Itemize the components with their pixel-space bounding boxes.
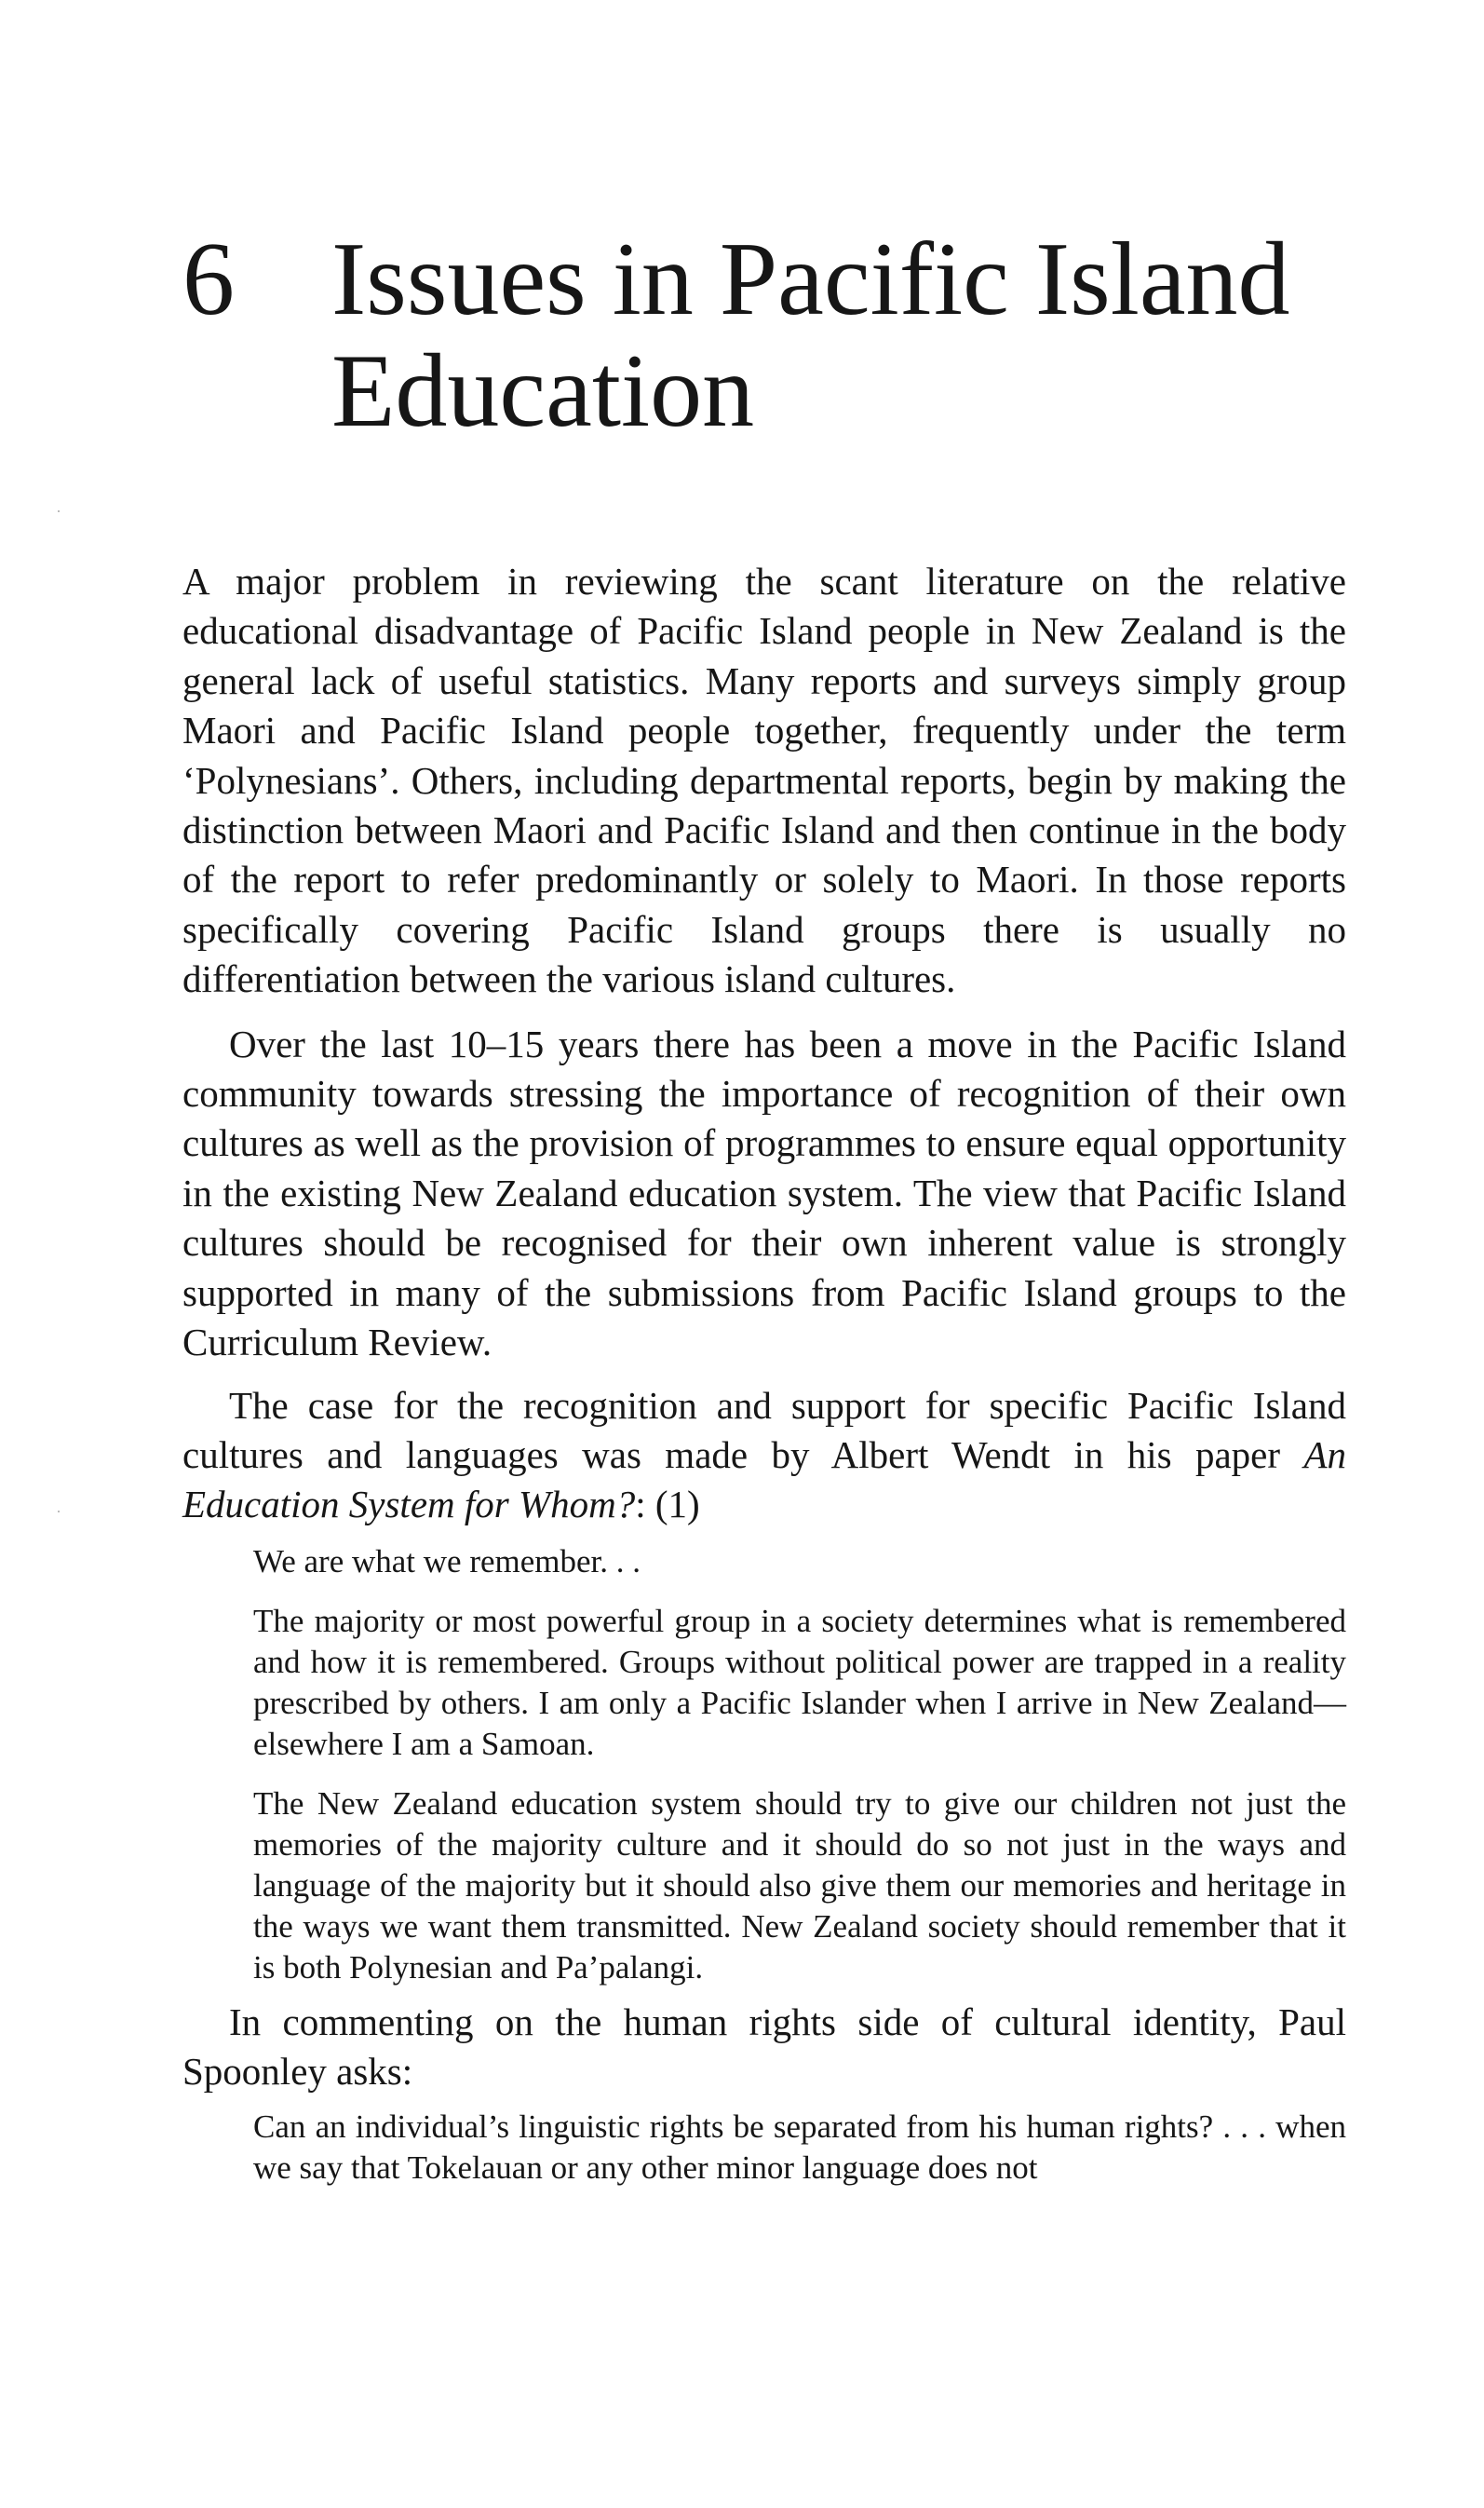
body-text [182, 557, 1346, 2189]
paragraph: Over the last 10–15 years there has been a move in the Pacific Island community towards stressing the importance of recognition of their own cultures as well as the provision of programmes to ensure equal opportunity in the existing New Zealand education system. The view that Pacific Island cultures should be recognised for their own inherent value is strongly supported in many of the submissions from Pacific Island groups to the Curriculum Review. [182, 1022, 1346, 1364]
block-quote-wendt [253, 1541, 1346, 1988]
quote-paragraph: We are what we remember. . . [253, 1542, 641, 1579]
chapter-number: 6 [182, 222, 235, 337]
block-quote-spoonley [253, 2107, 1346, 2189]
chapter-title: Issues in Pacific Island Education [331, 222, 1290, 449]
quote-paragraph: The New Zealand education system should try to give our children not just the memories of the majority culture and it should do so not just in the ways and language of the majority but it should also give them our memories and heritage in the ways we want them transmitted. New Zealand society should remember that it is both Polynesian and Pa’palangi. [253, 1784, 1346, 1986]
quote-paragraph: Can an individual’s linguistic rights be separated from his human rights? . . . when we say that Tokelauan or any other minor language does not [253, 2108, 1346, 2186]
scan-speck [58, 510, 60, 512]
paragraph: In commenting on the human rights side of cultural identity, Paul Spoonley asks: [182, 2000, 1346, 2094]
cited-work-title: An Education System for Whom? [182, 1432, 1346, 1526]
paragraph-text: The case for the recognition and support for specific Pacific Island cultures and languages was made by Albert Wendt in his paper [182, 1383, 1346, 1476]
paragraph [182, 1381, 1346, 1530]
paragraph-text: : (1) [635, 1483, 700, 1526]
paragraph: A major problem in reviewing the scant literature on the relative educational disadvantage of Pacific Island people in New Zealand is the general lack of useful statistics. Many reports and surveys simply group Maori and Pacific Island people together, frequently under the term ‘Polynesians’. Others, including departmental reports, begin by making the distinction between Maori and Pacific Island and then continue in the body of the report to refer predominantly or solely to Maori. In those reports specifically covering Pacific Island groups there is usually no differentiation between the various island cultures. [182, 560, 1346, 1001]
quote-paragraph: The majority or most powerful group in a society determines what is remembered and how it is remembered. Groups without political power are trapped in a reality prescribed by others. I am only a Pacific Islander when I arrive in New Zealand—elsewhere I am a Samoan. [253, 1602, 1346, 1762]
scan-speck [58, 1511, 60, 1512]
